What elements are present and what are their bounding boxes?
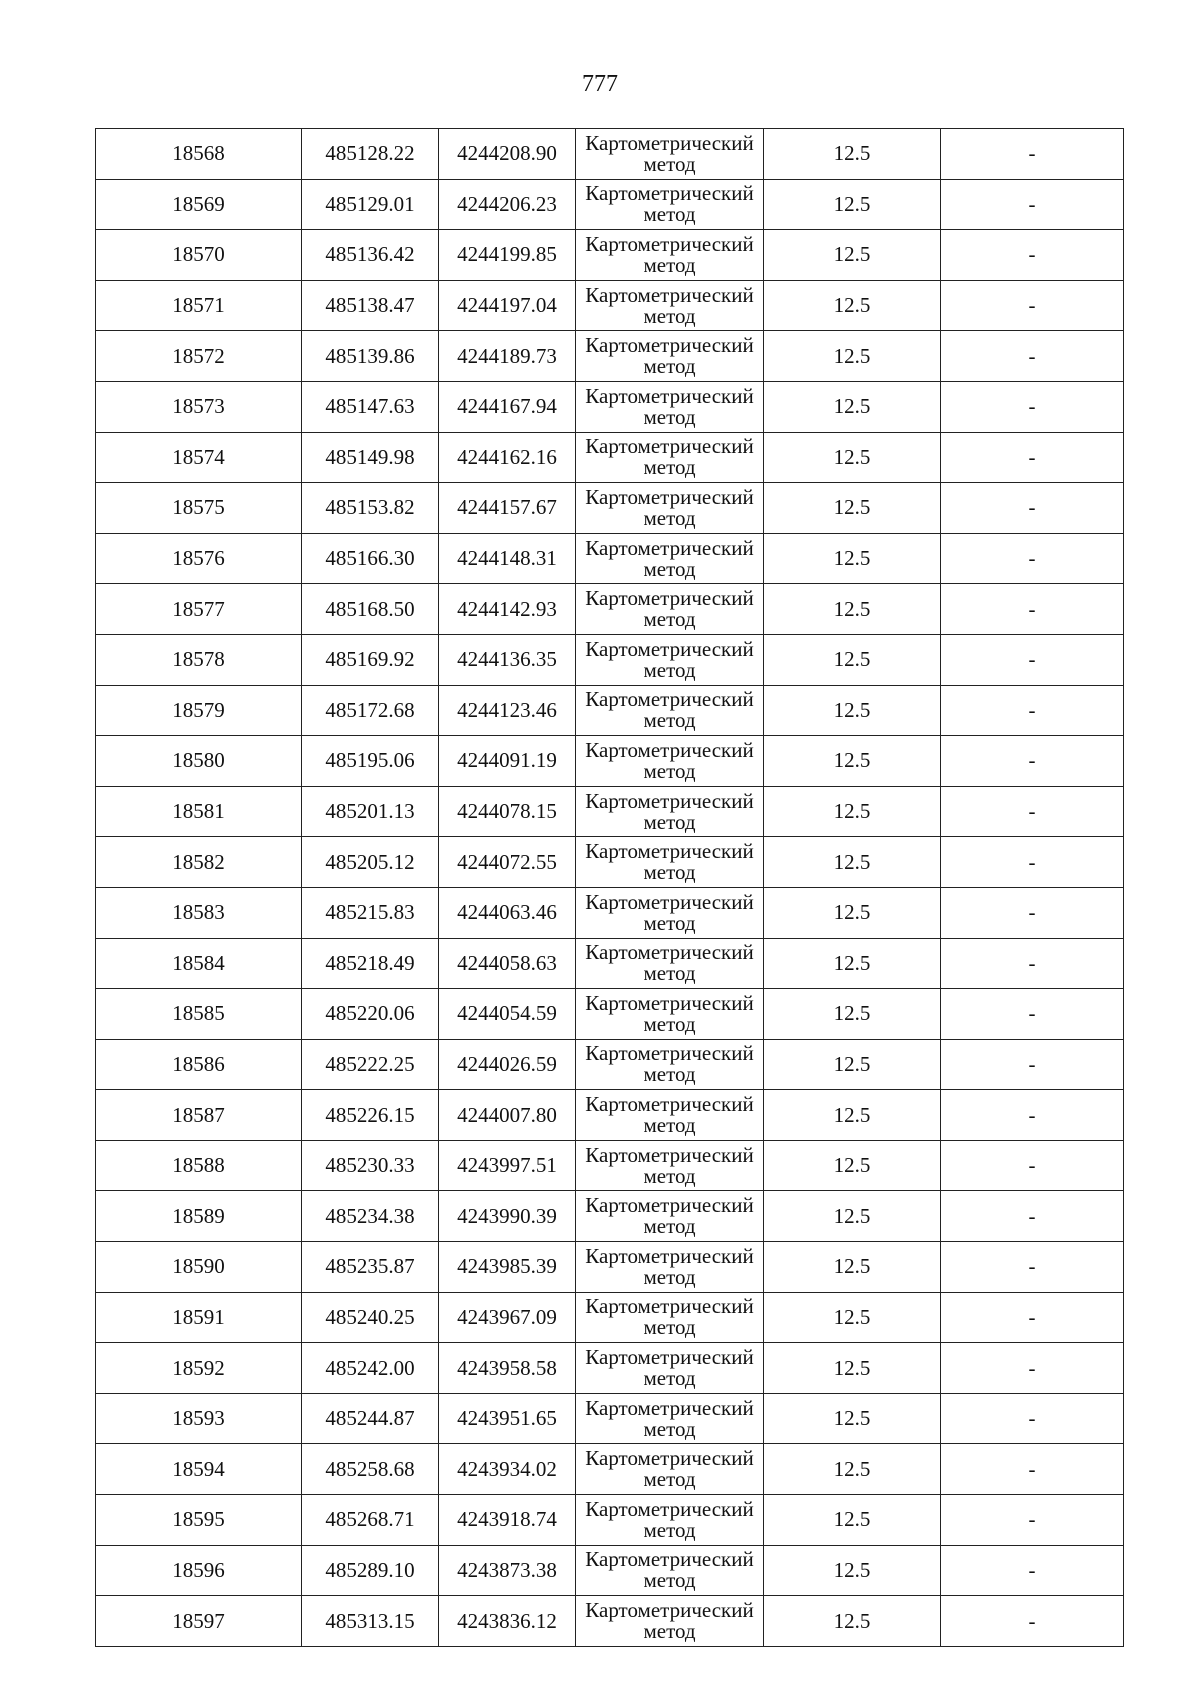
x-coordinate-cell: 485153.82 (302, 483, 439, 534)
note-cell: - (941, 1545, 1124, 1596)
note-cell: - (941, 786, 1124, 837)
y-coordinate-cell: 4244026.59 (439, 1039, 576, 1090)
point-number-cell: 18573 (96, 381, 302, 432)
table-row (96, 1039, 1124, 1090)
note-cell: - (941, 887, 1124, 938)
point-number-cell: 18577 (96, 584, 302, 635)
point-number-cell: 18596 (96, 1545, 302, 1596)
note-cell: - (941, 179, 1124, 230)
table-row (96, 837, 1124, 888)
method-cell (576, 129, 764, 180)
note-cell: - (941, 331, 1124, 382)
y-coordinate-cell: 4244199.85 (439, 230, 576, 281)
table-row (96, 1140, 1124, 1191)
method-name: Картометрический (585, 1294, 754, 1319)
page-number: 777 (582, 71, 618, 97)
note-cell: - (941, 1292, 1124, 1343)
table-row (96, 1343, 1124, 1394)
method-cell (576, 381, 764, 432)
method-name: Картометрический (585, 130, 754, 155)
method-name: Картометрический (585, 1395, 754, 1420)
accuracy-cell: 12.5 (764, 736, 941, 787)
x-coordinate-cell: 485201.13 (302, 786, 439, 837)
method-name: Картометрический (585, 333, 754, 358)
accuracy-cell: 12.5 (764, 432, 941, 483)
point-number-cell: 18597 (96, 1596, 302, 1647)
method-name: Картометрический (585, 1547, 754, 1572)
accuracy-cell: 12.5 (764, 837, 941, 888)
point-number-cell: 18572 (96, 331, 302, 382)
method-cell (576, 280, 764, 331)
table-row (96, 1242, 1124, 1293)
method-word: метод (643, 455, 696, 480)
method-word: метод (643, 1517, 696, 1542)
table-row (96, 1191, 1124, 1242)
y-coordinate-cell: 4244157.67 (439, 483, 576, 534)
method-word: метод (643, 1568, 696, 1593)
table-row (96, 331, 1124, 382)
accuracy-cell: 12.5 (764, 938, 941, 989)
note-cell: - (941, 1242, 1124, 1293)
note-cell: - (941, 938, 1124, 989)
table-row (96, 1393, 1124, 1444)
method-cell (576, 887, 764, 938)
table-row (96, 230, 1124, 281)
point-number-cell: 18580 (96, 736, 302, 787)
method-name: Картометрический (585, 1092, 754, 1117)
method-cell (576, 1242, 764, 1293)
method-name: Картометрический (585, 990, 754, 1015)
point-number-cell: 18575 (96, 483, 302, 534)
y-coordinate-cell: 4243918.74 (439, 1495, 576, 1546)
y-coordinate-cell: 4243951.65 (439, 1393, 576, 1444)
method-name: Картометрический (585, 1243, 754, 1268)
note-cell: - (941, 381, 1124, 432)
y-coordinate-cell: 4244136.35 (439, 634, 576, 685)
method-cell (576, 432, 764, 483)
method-word: метод (643, 1619, 696, 1644)
point-number-cell: 18587 (96, 1090, 302, 1141)
method-cell (576, 1596, 764, 1647)
y-coordinate-cell: 4244208.90 (439, 129, 576, 180)
table-row (96, 381, 1124, 432)
accuracy-cell: 12.5 (764, 989, 941, 1040)
note-cell: - (941, 685, 1124, 736)
method-word: метод (643, 860, 696, 885)
table-row (96, 1596, 1124, 1647)
accuracy-cell: 12.5 (764, 331, 941, 382)
x-coordinate-cell: 485172.68 (302, 685, 439, 736)
y-coordinate-cell: 4244162.16 (439, 432, 576, 483)
accuracy-cell: 12.5 (764, 634, 941, 685)
x-coordinate-cell: 485242.00 (302, 1343, 439, 1394)
method-word: метод (643, 303, 696, 328)
table-row (96, 179, 1124, 230)
method-cell (576, 736, 764, 787)
accuracy-cell: 12.5 (764, 129, 941, 180)
note-cell: - (941, 230, 1124, 281)
method-name: Картометрический (585, 231, 754, 256)
method-cell (576, 1292, 764, 1343)
method-cell (576, 533, 764, 584)
method-word: метод (643, 1315, 696, 1340)
x-coordinate-cell: 485220.06 (302, 989, 439, 1040)
note-cell: - (941, 280, 1124, 331)
coordinates-table (95, 128, 1124, 1647)
method-word: метод (643, 961, 696, 986)
note-cell: - (941, 1191, 1124, 1242)
point-number-cell: 18576 (96, 533, 302, 584)
x-coordinate-cell: 485215.83 (302, 887, 439, 938)
method-word: метод (643, 1163, 696, 1188)
table-row (96, 685, 1124, 736)
method-word: метод (643, 708, 696, 733)
accuracy-cell: 12.5 (764, 1140, 941, 1191)
method-cell (576, 837, 764, 888)
method-word: метод (643, 1264, 696, 1289)
y-coordinate-cell: 4244078.15 (439, 786, 576, 837)
x-coordinate-cell: 485168.50 (302, 584, 439, 635)
method-word: метод (643, 607, 696, 632)
y-coordinate-cell: 4243873.38 (439, 1545, 576, 1596)
y-coordinate-cell: 4244054.59 (439, 989, 576, 1040)
note-cell: - (941, 483, 1124, 534)
point-number-cell: 18582 (96, 837, 302, 888)
x-coordinate-cell: 485149.98 (302, 432, 439, 483)
accuracy-cell: 12.5 (764, 1242, 941, 1293)
method-name: Картометрический (585, 1041, 754, 1066)
point-number-cell: 18569 (96, 179, 302, 230)
y-coordinate-cell: 4244206.23 (439, 179, 576, 230)
x-coordinate-cell: 485205.12 (302, 837, 439, 888)
method-cell (576, 1039, 764, 1090)
accuracy-cell: 12.5 (764, 1343, 941, 1394)
point-number-cell: 18594 (96, 1444, 302, 1495)
method-name: Картометрический (585, 383, 754, 408)
table-row (96, 483, 1124, 534)
y-coordinate-cell: 4244063.46 (439, 887, 576, 938)
x-coordinate-cell: 485139.86 (302, 331, 439, 382)
method-word: метод (643, 758, 696, 783)
accuracy-cell: 12.5 (764, 381, 941, 432)
x-coordinate-cell: 485138.47 (302, 280, 439, 331)
method-cell (576, 685, 764, 736)
accuracy-cell: 12.5 (764, 786, 941, 837)
method-cell (576, 1444, 764, 1495)
table-row (96, 584, 1124, 635)
accuracy-cell: 12.5 (764, 280, 941, 331)
note-cell: - (941, 736, 1124, 787)
y-coordinate-cell: 4244007.80 (439, 1090, 576, 1141)
x-coordinate-cell: 485268.71 (302, 1495, 439, 1546)
accuracy-cell: 12.5 (764, 1393, 941, 1444)
x-coordinate-cell: 485129.01 (302, 179, 439, 230)
method-name: Картометрический (585, 636, 754, 661)
method-cell (576, 1495, 764, 1546)
y-coordinate-cell: 4243967.09 (439, 1292, 576, 1343)
y-coordinate-cell: 4244197.04 (439, 280, 576, 331)
x-coordinate-cell: 485169.92 (302, 634, 439, 685)
y-coordinate-cell: 4244072.55 (439, 837, 576, 888)
method-cell (576, 230, 764, 281)
x-coordinate-cell: 485234.38 (302, 1191, 439, 1242)
note-cell: - (941, 533, 1124, 584)
method-name: Картометрический (585, 1598, 754, 1623)
point-number-cell: 18571 (96, 280, 302, 331)
x-coordinate-cell: 485147.63 (302, 381, 439, 432)
method-word: метод (643, 1062, 696, 1087)
table-row (96, 1292, 1124, 1343)
accuracy-cell: 12.5 (764, 887, 941, 938)
point-number-cell: 18586 (96, 1039, 302, 1090)
point-number-cell: 18584 (96, 938, 302, 989)
point-number-cell: 18589 (96, 1191, 302, 1242)
y-coordinate-cell: 4243836.12 (439, 1596, 576, 1647)
point-number-cell: 18570 (96, 230, 302, 281)
point-number-cell: 18590 (96, 1242, 302, 1293)
accuracy-cell: 12.5 (764, 1191, 941, 1242)
method-cell (576, 1191, 764, 1242)
point-number-cell: 18592 (96, 1343, 302, 1394)
point-number-cell: 18579 (96, 685, 302, 736)
method-cell (576, 634, 764, 685)
note-cell: - (941, 129, 1124, 180)
table-row (96, 736, 1124, 787)
point-number-cell: 18588 (96, 1140, 302, 1191)
method-cell (576, 1545, 764, 1596)
note-cell: - (941, 634, 1124, 685)
x-coordinate-cell: 485136.42 (302, 230, 439, 281)
method-cell (576, 786, 764, 837)
method-name: Картометрический (585, 940, 754, 965)
method-word: метод (643, 1214, 696, 1239)
x-coordinate-cell: 485226.15 (302, 1090, 439, 1141)
method-word: метод (643, 151, 696, 176)
note-cell: - (941, 432, 1124, 483)
method-word: метод (643, 556, 696, 581)
method-name: Картометрический (585, 737, 754, 762)
accuracy-cell: 12.5 (764, 1090, 941, 1141)
y-coordinate-cell: 4244091.19 (439, 736, 576, 787)
method-word: метод (643, 202, 696, 227)
y-coordinate-cell: 4243990.39 (439, 1191, 576, 1242)
accuracy-cell: 12.5 (764, 1444, 941, 1495)
note-cell: - (941, 584, 1124, 635)
table-row (96, 786, 1124, 837)
note-cell: - (941, 1393, 1124, 1444)
method-name: Картометрический (585, 687, 754, 712)
accuracy-cell: 12.5 (764, 685, 941, 736)
y-coordinate-cell: 4244058.63 (439, 938, 576, 989)
method-name: Картометрический (585, 1446, 754, 1471)
x-coordinate-cell: 485166.30 (302, 533, 439, 584)
note-cell: - (941, 1444, 1124, 1495)
accuracy-cell: 12.5 (764, 1039, 941, 1090)
y-coordinate-cell: 4244142.93 (439, 584, 576, 635)
note-cell: - (941, 1090, 1124, 1141)
accuracy-cell: 12.5 (764, 179, 941, 230)
x-coordinate-cell: 485235.87 (302, 1242, 439, 1293)
method-cell (576, 1393, 764, 1444)
method-name: Картометрический (585, 889, 754, 914)
accuracy-cell: 12.5 (764, 483, 941, 534)
method-word: метод (643, 1011, 696, 1036)
y-coordinate-cell: 4243934.02 (439, 1444, 576, 1495)
method-word: метод (643, 1467, 696, 1492)
method-name: Картометрический (585, 434, 754, 459)
method-cell (576, 1090, 764, 1141)
method-word: метод (643, 404, 696, 429)
method-word: метод (643, 809, 696, 834)
method-cell (576, 483, 764, 534)
method-name: Картометрический (585, 839, 754, 864)
table-row (96, 1090, 1124, 1141)
note-cell: - (941, 1596, 1124, 1647)
point-number-cell: 18595 (96, 1495, 302, 1546)
x-coordinate-cell: 485289.10 (302, 1545, 439, 1596)
method-word: метод (643, 354, 696, 379)
table-row (96, 887, 1124, 938)
method-name: Картометрический (585, 484, 754, 509)
table-row (96, 989, 1124, 1040)
method-name: Картометрический (585, 1345, 754, 1370)
table-row (96, 634, 1124, 685)
accuracy-cell: 12.5 (764, 1292, 941, 1343)
method-name: Картометрический (585, 282, 754, 307)
accuracy-cell: 12.5 (764, 230, 941, 281)
table-row (96, 1495, 1124, 1546)
method-cell (576, 584, 764, 635)
method-cell (576, 179, 764, 230)
point-number-cell: 18568 (96, 129, 302, 180)
table-row (96, 432, 1124, 483)
point-number-cell: 18591 (96, 1292, 302, 1343)
x-coordinate-cell: 485258.68 (302, 1444, 439, 1495)
note-cell: - (941, 1343, 1124, 1394)
x-coordinate-cell: 485218.49 (302, 938, 439, 989)
point-number-cell: 18581 (96, 786, 302, 837)
y-coordinate-cell: 4244167.94 (439, 381, 576, 432)
x-coordinate-cell: 485128.22 (302, 129, 439, 180)
method-name: Картометрический (585, 586, 754, 611)
x-coordinate-cell: 485222.25 (302, 1039, 439, 1090)
table-row (96, 938, 1124, 989)
accuracy-cell: 12.5 (764, 584, 941, 635)
method-name: Картометрический (585, 788, 754, 813)
method-cell (576, 331, 764, 382)
point-number-cell: 18578 (96, 634, 302, 685)
table-row (96, 1545, 1124, 1596)
note-cell: - (941, 1039, 1124, 1090)
y-coordinate-cell: 4243985.39 (439, 1242, 576, 1293)
method-name: Картометрический (585, 535, 754, 560)
x-coordinate-cell: 485195.06 (302, 736, 439, 787)
accuracy-cell: 12.5 (764, 1545, 941, 1596)
method-word: метод (643, 1113, 696, 1138)
point-number-cell: 18583 (96, 887, 302, 938)
method-cell (576, 1140, 764, 1191)
x-coordinate-cell: 485244.87 (302, 1393, 439, 1444)
table-row (96, 280, 1124, 331)
y-coordinate-cell: 4244189.73 (439, 331, 576, 382)
method-word: метод (643, 657, 696, 682)
x-coordinate-cell: 485313.15 (302, 1596, 439, 1647)
method-name: Картометрический (585, 181, 754, 206)
method-word: метод (643, 505, 696, 530)
y-coordinate-cell: 4244123.46 (439, 685, 576, 736)
note-cell: - (941, 989, 1124, 1040)
y-coordinate-cell: 4243958.58 (439, 1343, 576, 1394)
accuracy-cell: 12.5 (764, 533, 941, 584)
method-word: метод (643, 1416, 696, 1441)
note-cell: - (941, 1140, 1124, 1191)
point-number-cell: 18574 (96, 432, 302, 483)
point-number-cell: 18585 (96, 989, 302, 1040)
x-coordinate-cell: 485230.33 (302, 1140, 439, 1191)
note-cell: - (941, 837, 1124, 888)
method-word: метод (643, 252, 696, 277)
x-coordinate-cell: 485240.25 (302, 1292, 439, 1343)
method-word: метод (643, 910, 696, 935)
method-name: Картометрический (585, 1142, 754, 1167)
table-row (96, 129, 1124, 180)
method-name: Картометрический (585, 1193, 754, 1218)
accuracy-cell: 12.5 (764, 1495, 941, 1546)
y-coordinate-cell: 4243997.51 (439, 1140, 576, 1191)
table-row (96, 533, 1124, 584)
accuracy-cell: 12.5 (764, 1596, 941, 1647)
method-word: метод (643, 1366, 696, 1391)
point-number-cell: 18593 (96, 1393, 302, 1444)
table-row (96, 1444, 1124, 1495)
method-cell (576, 938, 764, 989)
note-cell: - (941, 1495, 1124, 1546)
method-name: Картометрический (585, 1496, 754, 1521)
y-coordinate-cell: 4244148.31 (439, 533, 576, 584)
method-cell (576, 1343, 764, 1394)
method-cell (576, 989, 764, 1040)
coordinates-table-body (96, 129, 1124, 1647)
